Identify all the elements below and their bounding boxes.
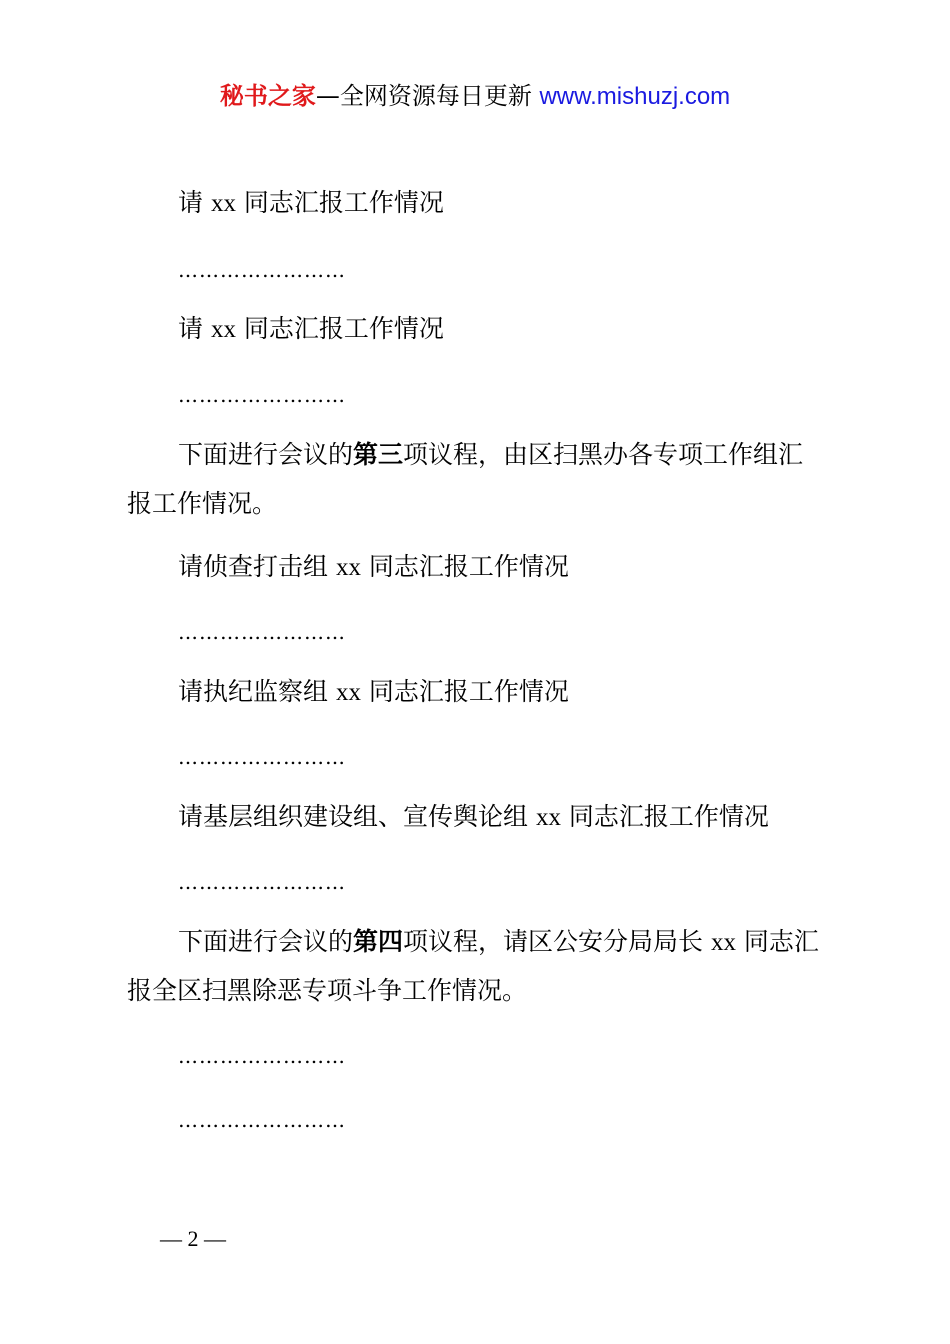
text-segment: 同志汇报工作情况 (560, 802, 769, 831)
ellipsis-line-3: …………………… (178, 620, 346, 644)
report-request-line-2 (178, 312, 444, 347)
text-segment: 请 (178, 314, 211, 343)
report-request-line-1 (178, 186, 444, 221)
ellipsis-line-6: …………………… (178, 1044, 346, 1068)
placeholder-name: xx (335, 679, 361, 706)
site-url-link[interactable]: www.mishuzj.com (539, 83, 731, 110)
site-brand: 秘书之家 (219, 82, 316, 110)
ellipsis-line-4: …………………… (178, 745, 346, 769)
site-tagline: —全网资源每日更新 (315, 82, 540, 110)
agenda-item-four-continued: 报全区扫黑除恶专项斗争工作情况。 (127, 976, 528, 1005)
text-segment: 同志汇报工作情况 (360, 677, 569, 706)
text-segment: 项议程，由区扫黑办各专项工作组汇 (403, 440, 804, 469)
ellipsis-line-1: …………………… (178, 258, 346, 282)
placeholder-name: xx (210, 190, 236, 217)
ellipsis-line-7: …………………… (178, 1108, 346, 1132)
text-segment: 同志汇报工作情况 (235, 188, 444, 217)
text-segment: 下面进行会议的 (178, 440, 354, 469)
text-segment: 请基层组织建设组、宣传舆论组 (178, 802, 536, 831)
text-segment: 请执纪监察组 (178, 677, 336, 706)
text-segment: 项议程，请区公安分局局长 (403, 927, 711, 956)
placeholder-name: xx (710, 929, 736, 956)
placeholder-name: xx (335, 554, 361, 581)
text-segment: 同志汇报工作情况 (235, 314, 444, 343)
placeholder-name: xx (535, 804, 561, 831)
agenda-number-bold: 第四 (353, 927, 404, 956)
text-segment: 同志汇 (735, 927, 819, 956)
placeholder-name: xx (210, 316, 236, 343)
report-request-line-supervision (178, 675, 569, 710)
agenda-item-three (178, 438, 803, 472)
report-request-line-grassroots (178, 800, 769, 835)
page-number: — 2 — (160, 1226, 226, 1251)
ellipsis-line-5: …………………… (178, 870, 346, 894)
text-segment: 请 (178, 188, 211, 217)
ellipsis-line-2: …………………… (178, 383, 346, 407)
agenda-item-three-continued: 报工作情况。 (127, 489, 278, 518)
text-segment: 请侦查打击组 (178, 552, 336, 581)
text-segment: 同志汇报工作情况 (360, 552, 569, 581)
agenda-item-four (178, 925, 819, 960)
report-request-line-investigation (178, 550, 569, 585)
text-segment: 下面进行会议的 (178, 927, 354, 956)
site-header (0, 80, 950, 113)
agenda-number-bold: 第三 (353, 440, 404, 469)
